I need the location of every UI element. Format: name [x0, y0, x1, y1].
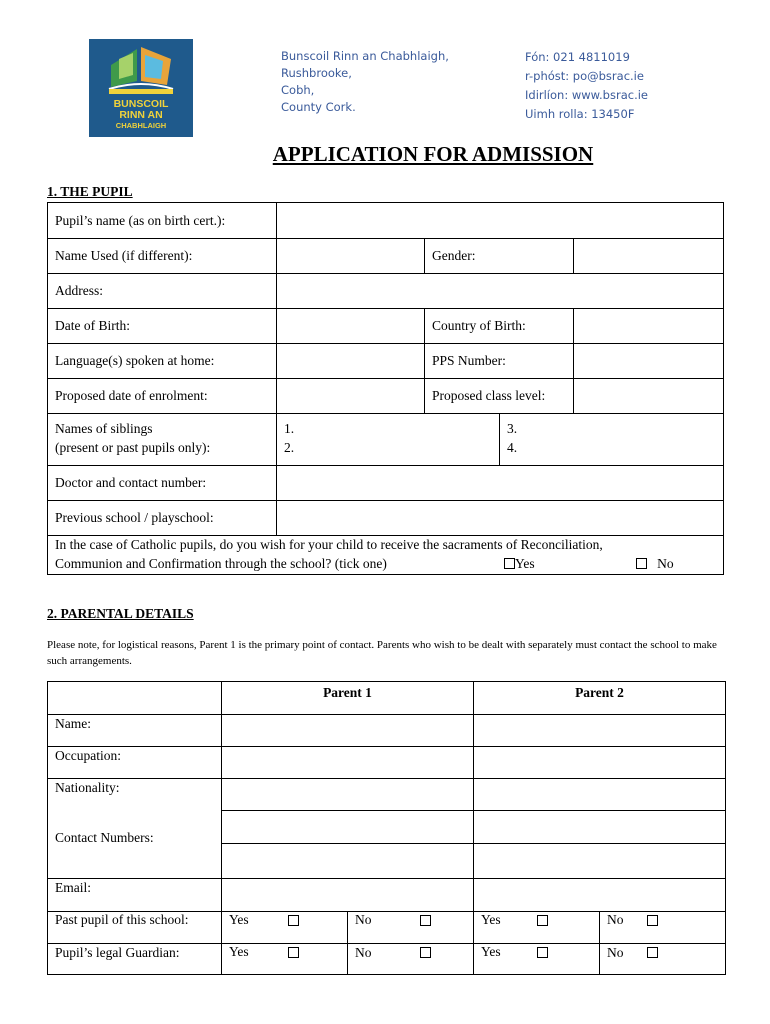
logo-text-line-2: RINN AN [119, 109, 163, 121]
contact-line: Fón: 021 4811019 [525, 50, 630, 64]
parent-1-header: Parent 1 [323, 685, 372, 700]
sibling-number: 4. [507, 440, 518, 455]
parent-2-guardian-no-label: No [607, 945, 624, 960]
parent-1-contact-field-2[interactable] [222, 844, 473, 878]
parent-2-guardian-yes-checkbox[interactable] [537, 947, 548, 958]
class-level-label: Proposed class level: [432, 388, 546, 403]
logo-text-line-1: BUNSCOIL [113, 98, 169, 110]
yes-label: Yes [515, 556, 535, 571]
parent-2-name-field[interactable] [474, 715, 725, 746]
parent-1-guardian-no-checkbox[interactable] [420, 947, 431, 958]
logo-text-line-3: CHABHLAIGH [115, 121, 167, 130]
parent-1-past-pupil-yes-label: Yes [229, 912, 249, 927]
parent-2-contact-field-2[interactable] [474, 844, 725, 878]
country-of-birth-field[interactable] [574, 309, 723, 343]
sacraments-question-cont: Communion and Confirmation through the school? (tick one) [55, 556, 387, 571]
no-label: No [657, 556, 674, 571]
pps-number-label: PPS Number: [432, 353, 506, 368]
contact-line: r-phóst: po@bsrac.ie [525, 69, 644, 83]
gender-field[interactable] [574, 239, 723, 273]
parental-note: Please note, for logistical reasons, Parent 1 is the primary point of contact. Parents who wish to be dealt with separately must contact the school to make such arrangements. [47, 639, 717, 667]
name-label: Name: [55, 716, 91, 731]
parent-1-nationality-field[interactable] [222, 779, 473, 810]
doctor-label: Doctor and contact number: [55, 475, 207, 490]
checkbox-icon[interactable] [504, 558, 515, 569]
parent-2-past-pupil-yes-label: Yes [481, 912, 501, 927]
sibling-number: 3. [507, 421, 518, 436]
parent-1-guardian-yes-label: Yes [229, 944, 249, 959]
col-divider [424, 308, 425, 413]
parent-1-guardian-yes-checkbox[interactable] [288, 947, 299, 958]
pupil-table [47, 202, 724, 575]
address-line: Rushbrooke, [281, 66, 352, 80]
siblings-sublabel: (present or past pupils only): [55, 440, 211, 455]
pps-number-field[interactable] [574, 344, 723, 378]
contact-numbers-label: Contact Numbers: [55, 830, 154, 845]
dob-label: Date of Birth: [55, 318, 130, 333]
address-field[interactable] [277, 274, 723, 308]
col-divider [499, 413, 500, 465]
address-line: Bunscoil Rinn an Chabhlaigh, [281, 49, 449, 63]
parent-1-email-field[interactable] [222, 879, 473, 911]
col-divider [347, 911, 348, 974]
previous-school-field[interactable] [277, 501, 723, 535]
page-title: APPLICATION FOR ADMISSION [272, 142, 594, 166]
pupil-name-label: Pupil’s name (as on birth cert.): [55, 213, 226, 228]
previous-school-label: Previous school / playschool: [55, 510, 214, 525]
parent-1-name-field[interactable] [222, 715, 473, 746]
country-of-birth-label: Country of Birth: [432, 318, 526, 333]
nationality-label: Nationality: [55, 780, 120, 795]
contact-line: Idirlíon: www.bsrac.ie [525, 88, 648, 102]
past-pupil-label: Past pupil of this school: [55, 912, 189, 927]
parent-1-contact-field-1[interactable] [222, 811, 473, 843]
parent-1-guardian-no-label: No [355, 945, 372, 960]
parents-table [47, 681, 726, 975]
language-field[interactable] [277, 344, 424, 378]
checkbox-icon[interactable] [636, 558, 647, 569]
parent-2-past-pupil-no-label: No [607, 912, 624, 927]
parent-2-guardian-no-checkbox[interactable] [647, 947, 658, 958]
name-used-label: Name Used (if different): [55, 248, 193, 263]
col-divider [424, 238, 425, 273]
class-level-field[interactable] [574, 379, 723, 413]
sibling-number: 1. [284, 421, 295, 436]
school-contact [525, 48, 648, 124]
occupation-label: Occupation: [55, 748, 121, 763]
row-divider [48, 413, 723, 414]
legal-guardian-label: Pupil’s legal Guardian: [55, 945, 180, 960]
address-line: County Cork. [281, 100, 356, 114]
parent-2-guardian-yes-label: Yes [481, 944, 501, 959]
parent-2-past-pupil-no-checkbox[interactable] [647, 915, 658, 926]
language-label: Language(s) spoken at home: [55, 353, 215, 368]
parent-1-past-pupil-no-label: No [355, 912, 372, 927]
parent-2-occupation-field[interactable] [474, 747, 725, 778]
gender-label: Gender: [432, 248, 476, 263]
parent-1-occupation-field[interactable] [222, 747, 473, 778]
sacraments-no-option[interactable] [636, 555, 674, 573]
parent-2-past-pupil-yes-checkbox[interactable] [537, 915, 548, 926]
parent-2-contact-field-1[interactable] [474, 811, 725, 843]
address-line: Cobh, [281, 83, 315, 97]
section-heading-pupil: 1. THE PUPIL [47, 184, 133, 199]
parent-1-past-pupil-no-checkbox[interactable] [420, 915, 431, 926]
dob-field[interactable] [277, 309, 424, 343]
enrolment-date-label: Proposed date of enrolment: [55, 388, 208, 403]
parent-2-email-field[interactable] [474, 879, 725, 911]
parent-1-past-pupil-yes-checkbox[interactable] [288, 915, 299, 926]
sacraments-yes-option[interactable] [504, 555, 535, 573]
doctor-field[interactable] [277, 466, 723, 500]
school-address [281, 48, 449, 116]
sibling-number: 2. [284, 440, 295, 455]
col-divider [599, 911, 600, 974]
contact-line: Uimh rolla: 13450F [525, 107, 635, 121]
parent-2-nationality-field[interactable] [474, 779, 725, 810]
section-heading-parents: 2. PARENTAL DETAILS [47, 606, 194, 621]
parent-2-header: Parent 2 [575, 685, 624, 700]
email-label: Email: [55, 880, 91, 895]
school-logo [89, 39, 193, 137]
siblings-label: Names of siblings [55, 421, 153, 436]
name-used-field[interactable] [277, 239, 424, 273]
pupil-name-field[interactable] [277, 203, 723, 238]
sacraments-question: In the case of Catholic pupils, do you wish for your child to receive the sacraments of Reconciliation, [55, 537, 603, 552]
enrolment-date-field[interactable] [277, 379, 424, 413]
address-label: Address: [55, 283, 103, 298]
